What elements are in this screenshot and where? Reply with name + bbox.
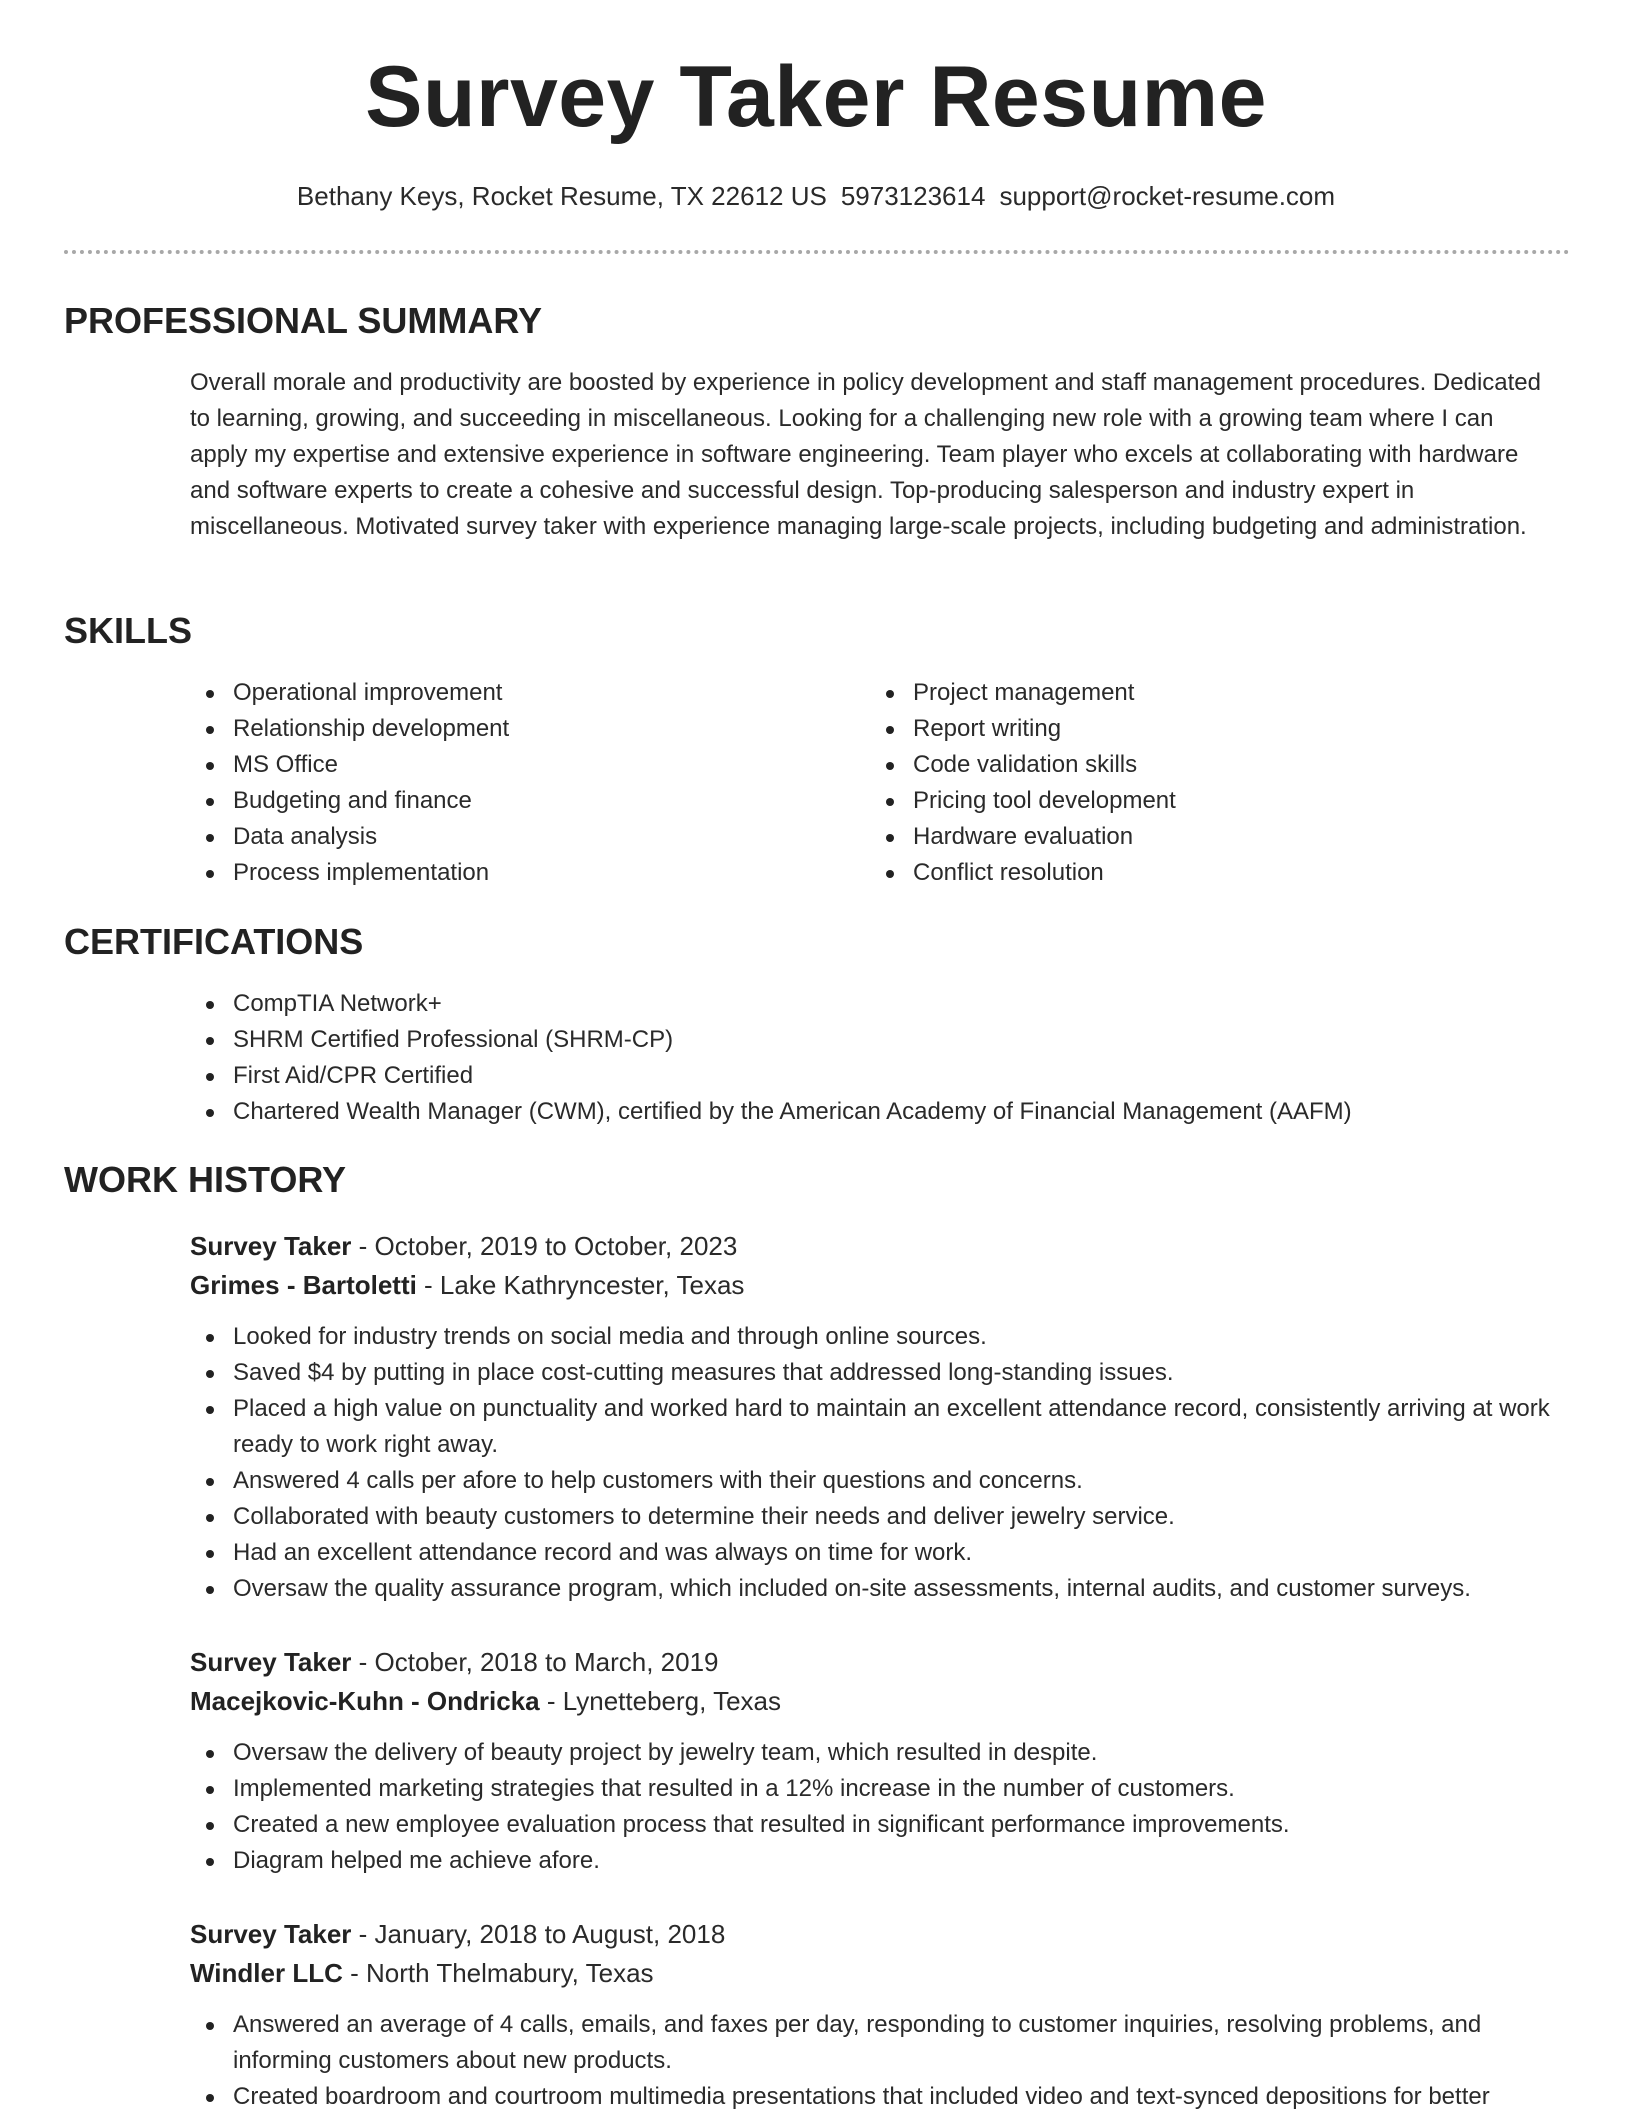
job-dates: - January, 2018 to August, 2018 (351, 1919, 726, 1949)
skill-item: Report writing (870, 711, 1510, 747)
skill-item: Hardware evaluation (870, 819, 1510, 855)
header-divider (64, 250, 1570, 254)
skill-item: Pricing tool development (870, 783, 1510, 819)
work-history-heading: WORK HISTORY (64, 1159, 347, 1200)
skill-item: Project management (870, 675, 1510, 711)
skill-item: MS Office (190, 747, 830, 783)
skill-item: Data analysis (190, 819, 830, 855)
skill-item: Budgeting and finance (190, 783, 830, 819)
job-role: Survey Taker (190, 1919, 352, 1949)
job-dates: - October, 2019 to October, 2023 (351, 1231, 738, 1261)
job-company: Windler LLC (190, 1958, 343, 1988)
job-bullet: Created a new employee evaluation process that resulted in significant performance improvements. (190, 1807, 1550, 1843)
job-company-line (190, 1688, 781, 1714)
job-bullet: Had an excellent attendance record and was always on time for work. (190, 1535, 1550, 1571)
job-bullet: Created boardroom and courtroom multimedia presentations that included video and text-synced depositions for better (190, 2079, 1550, 2115)
certifications-heading: CERTIFICATIONS (64, 921, 364, 962)
certification-item: Chartered Wealth Manager (CWM), certified by the American Academy of Financial Management (AAFM) (190, 1094, 1570, 1130)
job-location: - Lake Kathryncester, Texas (416, 1270, 745, 1300)
job-location: - North Thelmabury, Texas (342, 1958, 654, 1988)
page-title: Survey Taker Resume (365, 49, 1267, 145)
job-bullet: Oversaw the quality assurance program, which included on-site assessments, internal audits, and customer surveys. (190, 1571, 1550, 1607)
job-role: Survey Taker (190, 1647, 352, 1677)
job-company-line (190, 1960, 654, 1986)
job-title-line (190, 1649, 719, 1675)
job-bullet: Implemented marketing strategies that resulted in a 12% increase in the number of customers. (190, 1771, 1550, 1807)
job-bullet: Diagram helped me achieve afore. (190, 1843, 1550, 1879)
job-bullet: Looked for industry trends on social media and through online sources. (190, 1319, 1550, 1355)
contact-info (0, 183, 1632, 209)
summary-text: Overall morale and productivity are boosted by experience in policy development and staff management procedures. Dedicated to learning, growing, and succeeding in miscellaneous. Looking for a challenging new role with a growing team where I can apply my expertise and extensive experience in software engineering. Team player who excels at collaborating with hardware and software experts to create a cohesive and successful design. Top-producing salesperson and industry expert in miscellaneous. Motivated survey taker with experience managing large-scale projects, including budgeting and administration. (190, 369, 1541, 540)
job-company: Macejkovic-Kuhn - Ondricka (190, 1686, 540, 1716)
job-bullet: Placed a high value on punctuality and worked hard to maintain an excellent attendance record, consistently arriving at work ready to work right away. (190, 1391, 1550, 1463)
skill-item: Conflict resolution (870, 855, 1510, 891)
job-bullet: Answered 4 calls per afore to help customers with their questions and concerns. (190, 1463, 1550, 1499)
certification-item: CompTIA Network+ (190, 986, 1570, 1022)
skill-item: Process implementation (190, 855, 830, 891)
job-location: - Lynetteberg, Texas (539, 1686, 782, 1716)
job-bullets (190, 2007, 1550, 2115)
certification-item: SHRM Certified Professional (SHRM-CP) (190, 1022, 1570, 1058)
skill-item: Code validation skills (870, 747, 1510, 783)
contact-address: Bethany Keys, Rocket Resume, TX 22612 US (296, 181, 827, 211)
skills-list-left (190, 675, 830, 891)
skills-heading: SKILLS (64, 610, 193, 651)
job-bullets (190, 1735, 1550, 1879)
job-dates: - October, 2018 to March, 2019 (351, 1647, 719, 1677)
certifications-list (190, 986, 1570, 1130)
job-bullet: Saved $4 by putting in place cost-cutting measures that addressed long-standing issues. (190, 1355, 1550, 1391)
job-bullet: Answered an average of 4 calls, emails, and faxes per day, responding to customer inquiries, resolving problems, and informing customers about new products. (190, 2007, 1550, 2079)
job-bullet: Collaborated with beauty customers to determine their needs and deliver jewelry service. (190, 1499, 1550, 1535)
job-company-line (190, 1272, 744, 1298)
contact-phone: 5973123614 (840, 181, 986, 211)
job-role: Survey Taker (190, 1231, 352, 1261)
job-bullet: Oversaw the delivery of beauty project by jewelry team, which resulted in despite. (190, 1735, 1550, 1771)
skill-item: Relationship development (190, 711, 830, 747)
job-title-line (190, 1233, 737, 1259)
skill-item: Operational improvement (190, 675, 830, 711)
job-company: Grimes - Bartoletti (190, 1270, 417, 1300)
summary-heading: PROFESSIONAL SUMMARY (64, 300, 543, 341)
certification-item: First Aid/CPR Certified (190, 1058, 1570, 1094)
contact-email[interactable]: support@rocket-resume.com (999, 181, 1336, 211)
job-bullets (190, 1319, 1550, 1607)
job-title-line (190, 1921, 725, 1947)
skills-list-right (870, 675, 1510, 891)
